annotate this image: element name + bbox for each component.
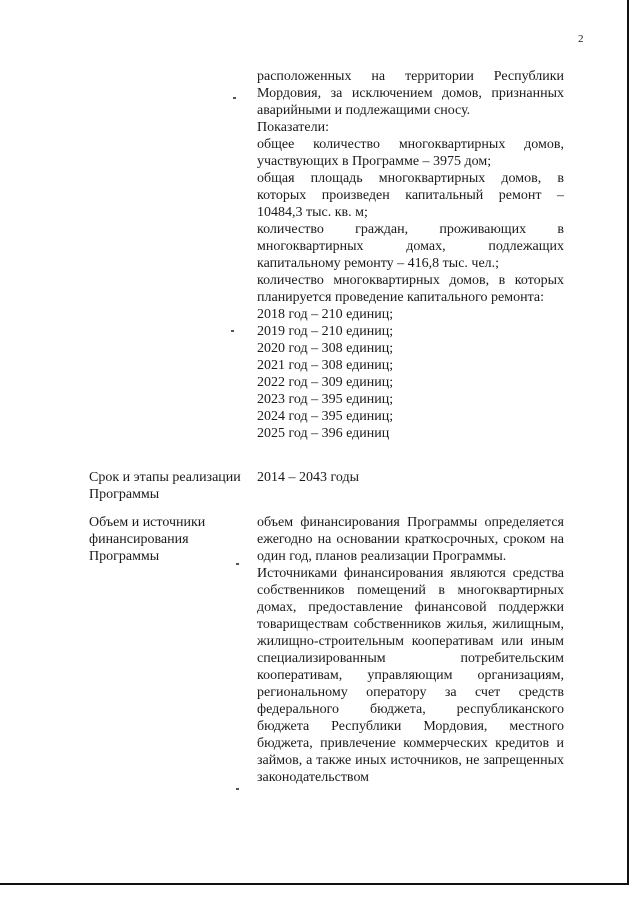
timeline-label: Срок и этапы реализации Программы <box>89 470 241 502</box>
scan-mark <box>231 330 234 332</box>
page-number: 2 <box>578 33 584 45</box>
year-item: 2022 год – 309 единиц; <box>257 375 394 390</box>
indicators-heading: Показатели: <box>257 120 329 135</box>
funding-paragraph: Источниками финансирования являются средства собственников помещений в многоквартирных домах, предоставление финансовой поддержки товариществам собственников жилья, жилищным, жилищно-строительным кооперативам или иным специализированным потребительским кооперативам, управляющим организациям, региональному оператору за счет средств федерального бюджета, республиканского бюджета Республики Мордовия, местного бюджета, привлечение коммерческих кредитов и займов, а также иных источников, не запрещенных законодательством <box>257 566 564 785</box>
targets-block <box>257 68 564 442</box>
timeline-value: 2014 – 2043 годы <box>257 470 360 485</box>
funding-paragraph: объем финансирования Программы определяется ежегодно на основании краткосрочных, сроком на один год, планов реализации Программы. <box>257 515 564 564</box>
year-item: 2019 год – 210 единиц; <box>257 324 394 339</box>
year-item: 2020 год – 308 единиц; <box>257 341 394 356</box>
indicator-item: общая площадь многоквартирных домов, в которых произведен капитальный ремонт – 10484,3 тыс. кв. м; <box>257 171 564 220</box>
year-item: 2023 год – 395 единиц; <box>257 392 394 407</box>
page-border-right <box>627 0 629 885</box>
funding-block <box>257 514 564 786</box>
indicator-item: количество граждан, проживающих в многоквартирных домах, подлежащих капитальному ремонту – 416,8 тыс. чел.; <box>257 222 564 271</box>
scan-mark <box>233 97 236 99</box>
year-item: 2018 год – 210 единиц; <box>257 307 394 322</box>
year-item: 2021 год – 308 единиц; <box>257 358 394 373</box>
funding-label: Объем и источники финансирования Программы <box>89 515 206 564</box>
scan-mark <box>236 563 239 565</box>
scan-mark <box>236 788 239 790</box>
targets-intro: расположенных на территории Республики Мордовия, за исключением домов, признанных аварийными и подлежащими сносу. <box>257 69 564 118</box>
indicator-item: количество многоквартирных домов, в которых планируется проведение капитального ремонта: <box>257 273 564 305</box>
year-item: 2025 год – 396 единиц <box>257 426 390 441</box>
page-bottom-margin <box>0 885 640 905</box>
indicator-item: общее количество многоквартирных домов, участвующих в Программе – 3975 дом; <box>257 137 564 169</box>
year-item: 2024 год – 395 единиц; <box>257 409 394 424</box>
